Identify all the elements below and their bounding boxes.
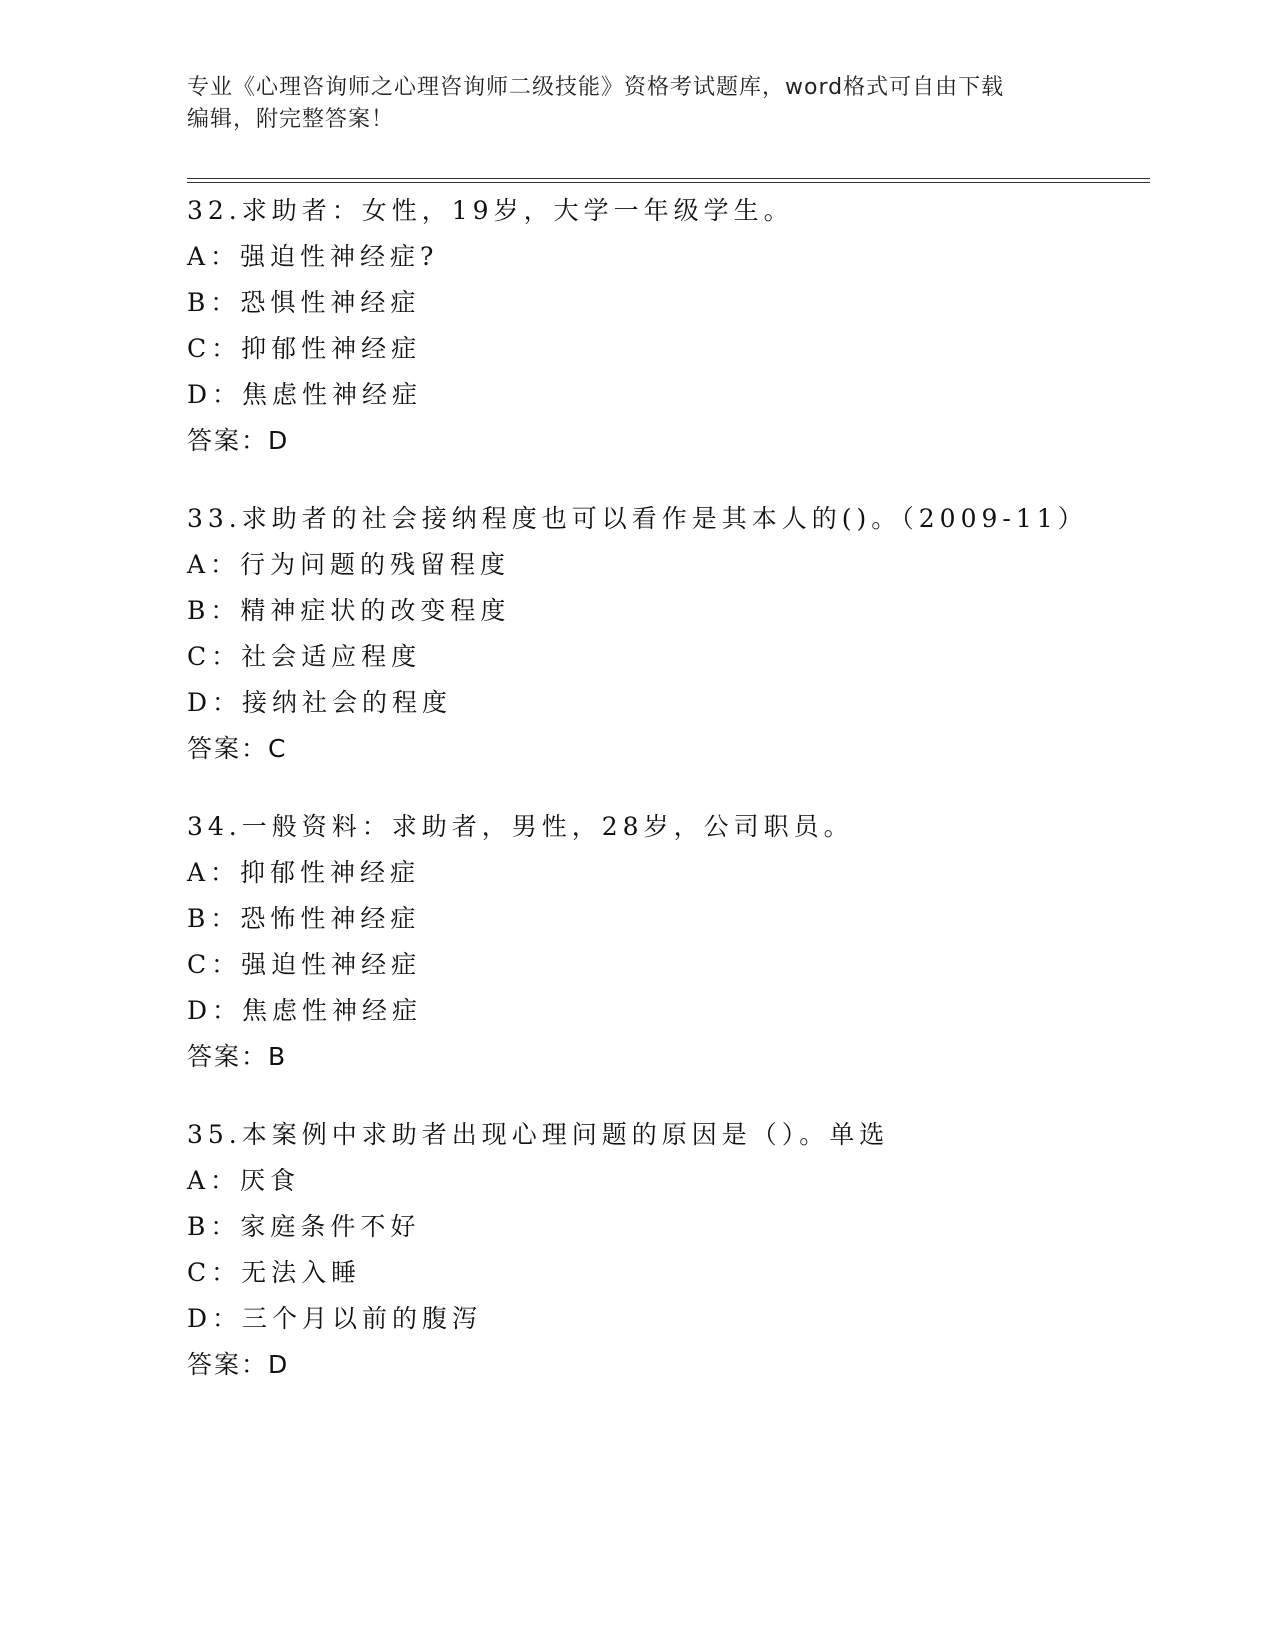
question-stem: 34.一般资料：求助者，男性，28岁，公司职员。	[187, 812, 854, 841]
option-b: B：精神症状的改变程度	[187, 596, 511, 625]
answer-value: D	[268, 426, 289, 455]
answer-label: 答案：	[187, 1350, 269, 1379]
option-b: B：恐怖性神经症	[187, 904, 421, 933]
question-stem: 32.求助者：女性，19岁，大学一年级学生。	[187, 196, 794, 225]
answer-label: 答案：	[187, 734, 269, 763]
option-a: A：强迫性神经症?	[187, 242, 439, 271]
option-d: D：接纳社会的程度	[187, 688, 453, 717]
option-a: A：抑郁性神经症	[187, 858, 421, 887]
answer-label: 答案：	[187, 1042, 269, 1071]
answer-line	[187, 1342, 1137, 1388]
question-34	[187, 804, 1137, 1080]
option-a: A：行为问题的残留程度	[187, 550, 511, 579]
question-list	[187, 188, 1137, 1420]
answer-value: C	[268, 734, 287, 763]
answer-line	[187, 1034, 1137, 1080]
option-d: D：三个月以前的腹泻	[187, 1304, 483, 1333]
header-divider-bottom	[187, 182, 1150, 183]
document-header	[187, 72, 1087, 136]
option-c: C：社会适应程度	[187, 642, 422, 671]
answer-value: D	[268, 1350, 289, 1379]
option-c: C：抑郁性神经症	[187, 334, 422, 363]
option-c: C：无法入睡	[187, 1258, 362, 1287]
question-stem: 35.本案例中求助者出现心理问题的原因是（）。单选	[187, 1120, 890, 1149]
answer-line	[187, 418, 1137, 464]
question-33	[187, 496, 1137, 772]
header-line-1: 专业《心理咨询师之心理咨询师二级技能》资格考试题库，word格式可自由下载	[187, 75, 1005, 100]
answer-line	[187, 726, 1137, 772]
option-d: D：焦虑性神经症	[187, 996, 423, 1025]
answer-label: 答案：	[187, 426, 269, 455]
answer-value: B	[268, 1042, 287, 1071]
question-stem: 33.求助者的社会接纳程度也可以看作是其本人的()。（2009-11）	[187, 504, 1088, 533]
question-32	[187, 188, 1137, 464]
option-a: A：厌食	[187, 1166, 301, 1195]
option-b: B：恐惧性神经症	[187, 288, 421, 317]
option-b: B：家庭条件不好	[187, 1212, 421, 1241]
option-c: C：强迫性神经症	[187, 950, 422, 979]
question-35	[187, 1112, 1137, 1388]
header-divider-top	[187, 178, 1150, 179]
option-d: D：焦虑性神经症	[187, 380, 423, 409]
header-line-2: 编辑，附完整答案！	[187, 107, 395, 132]
